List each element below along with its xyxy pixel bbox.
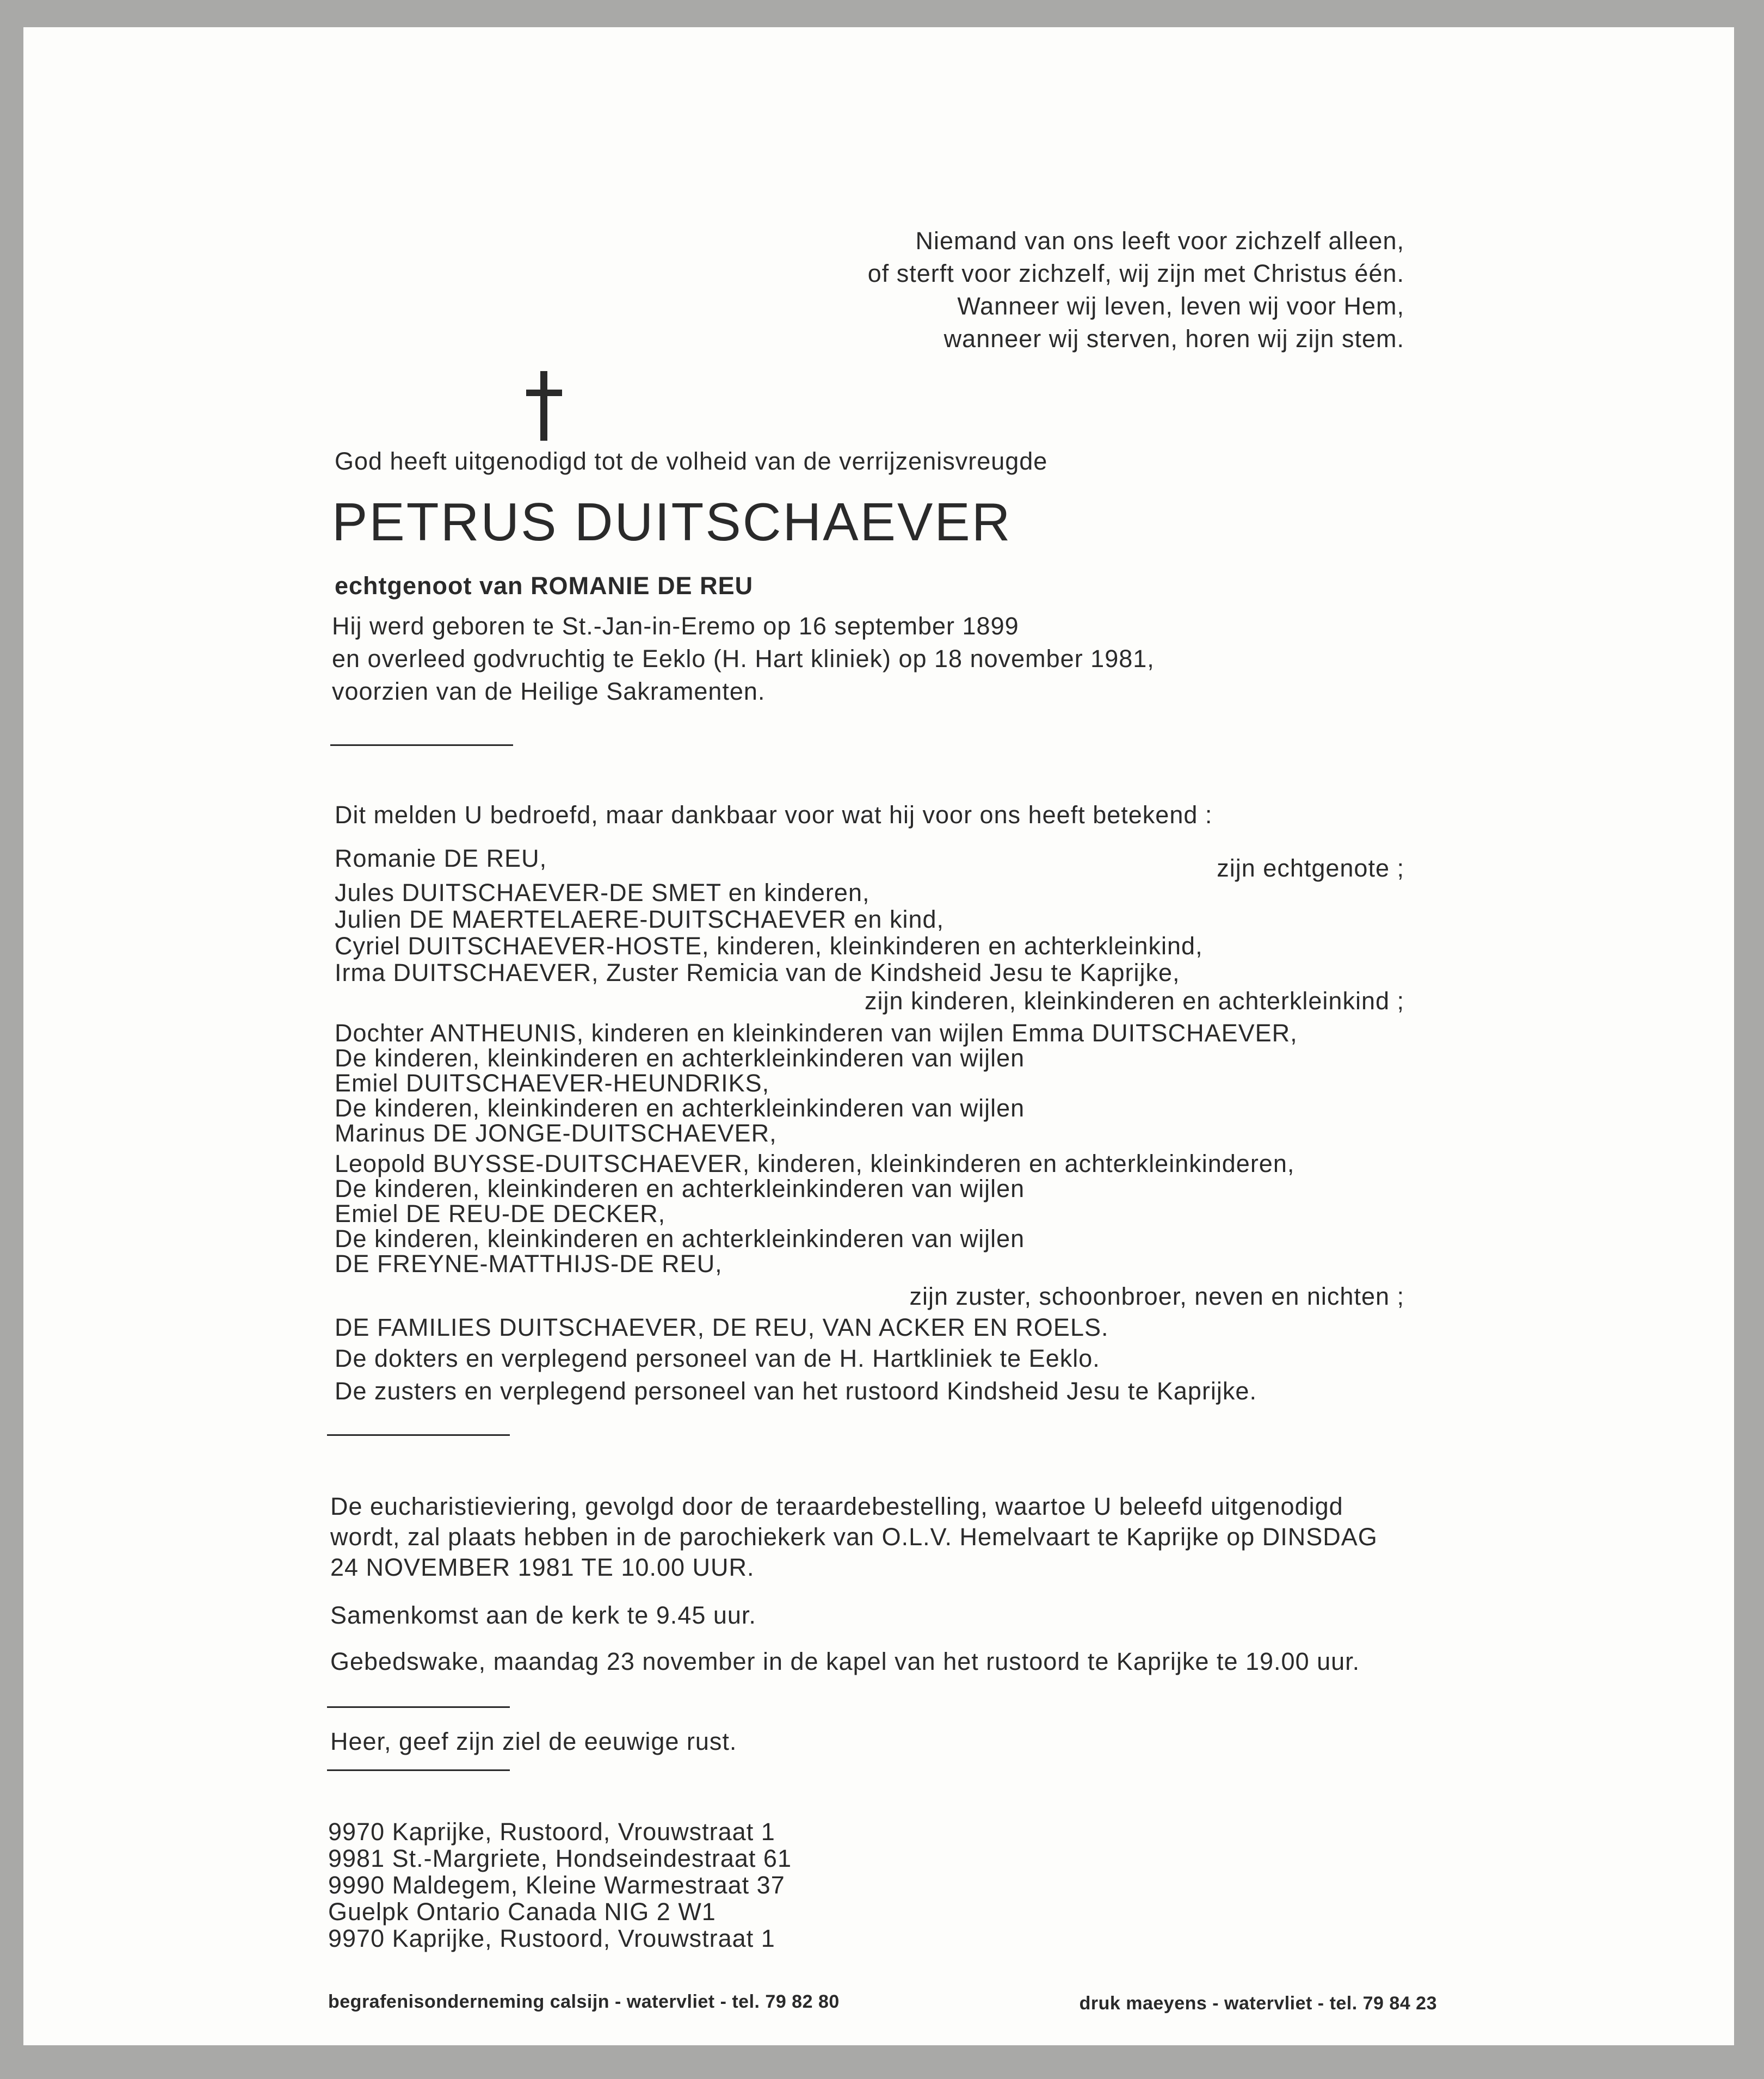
divider-3 bbox=[327, 1706, 510, 1708]
family-sibling-1: Dochter ANTHEUNIS, kinderen en kleinkinderen van wijlen Emma DUITSCHAEVER, bbox=[335, 1019, 1298, 1047]
family-spouse-relation: zijn echtgenote ; bbox=[1217, 854, 1404, 882]
announce-intro: Dit melden U bedroefd, maar dankbaar voor wat hij voor ons heeft betekend : bbox=[335, 801, 1213, 829]
family-sibling-6: Leopold BUYSSE-DUITSCHAEVER, kinderen, kleinkinderen en achterkleinkinderen, bbox=[335, 1150, 1295, 1177]
gathering-text: Samenkomst aan de kerk te 9.45 uur. bbox=[330, 1601, 756, 1629]
address-1: 9970 Kaprijke, Rustoord, Vrouwstraat 1 bbox=[328, 1818, 775, 1846]
family-other-1: DE FAMILIES DUITSCHAEVER, DE REU, VAN ACKER EN ROELS. bbox=[335, 1313, 1109, 1341]
family-sibling-3: Emiel DUITSCHAEVER-HEUNDRIKS, bbox=[335, 1069, 770, 1097]
verse-line-3: Wanneer wij leven, leven wij voor Hem, bbox=[957, 292, 1404, 320]
family-sibling-7: De kinderen, kleinkinderen en achterkleinkinderen van wijlen bbox=[335, 1175, 1025, 1202]
family-sibling-8: Emiel DE REU-DE DECKER, bbox=[335, 1200, 666, 1227]
spouse-name: ROMANIE DE REU bbox=[531, 572, 754, 600]
spouse-prefix: echtgenoot van bbox=[335, 572, 523, 600]
divider-4 bbox=[327, 1769, 510, 1771]
death-notice-card bbox=[23, 27, 1734, 2045]
divider-1 bbox=[330, 744, 513, 746]
verse-line-1: Niemand van ons leeft voor zichzelf alleen, bbox=[915, 227, 1404, 255]
address-4: Guelpk Ontario Canada NIG 2 W1 bbox=[328, 1898, 716, 1926]
vigil-text: Gebedswake, maandag 23 november in de kapel van het rustoord te Kaprijke te 19.00 uur. bbox=[330, 1648, 1360, 1675]
ceremony-line-2: wordt, zal plaats hebben in de parochiekerk van O.L.V. Hemelvaart te Kaprijke op DINSDAG bbox=[330, 1523, 1378, 1551]
family-children-relation: zijn kinderen, kleinkinderen en achterkleinkind ; bbox=[864, 987, 1404, 1015]
verse-line-2: of sterft voor zichzelf, wij zijn met Christus één. bbox=[867, 260, 1404, 287]
footer-undertaker: begrafenisonderneming calsijn - watervliet - tel. 79 82 80 bbox=[328, 1991, 840, 2012]
intro-text: God heeft uitgenodigd tot de volheid van de verrijzenisvreugde bbox=[335, 447, 1048, 475]
family-sibling-10: DE FREYNE-MATTHIJS-DE REU, bbox=[335, 1250, 723, 1278]
family-spouse-name: Romanie DE REU, bbox=[335, 844, 547, 872]
footer-printer: druk maeyens - watervliet - tel. 79 84 23 bbox=[1079, 1993, 1437, 2014]
bio-line-2: en overleed godvruchtig te Eeklo (H. Hart kliniek) op 18 november 1981, bbox=[332, 645, 1155, 673]
family-sibling-4: De kinderen, kleinkinderen en achterkleinkinderen van wijlen bbox=[335, 1094, 1025, 1122]
family-other-3: De zusters en verplegend personeel van het rustoord Kindsheid Jesu te Kaprijke. bbox=[335, 1377, 1257, 1405]
family-sibling-2: De kinderen, kleinkinderen en achterkleinkinderen van wijlen bbox=[335, 1044, 1025, 1072]
verse-line-4: wanneer wij sterven, horen wij zijn stem. bbox=[943, 325, 1404, 353]
family-child-1: Jules DUITSCHAEVER-DE SMET en kinderen, bbox=[335, 879, 870, 906]
deceased-name: PETRUS DUITSCHAEVER bbox=[332, 492, 1012, 552]
divider-2 bbox=[327, 1434, 510, 1436]
prayer-text: Heer, geef zijn ziel de eeuwige rust. bbox=[330, 1728, 737, 1755]
family-sibling-9: De kinderen, kleinkinderen en achterkleinkinderen van wijlen bbox=[335, 1225, 1025, 1253]
family-child-2: Julien DE MAERTELAERE-DUITSCHAEVER en kind, bbox=[335, 905, 945, 933]
address-5: 9970 Kaprijke, Rustoord, Vrouwstraat 1 bbox=[328, 1924, 775, 1952]
family-sibling-5: Marinus DE JONGE-DUITSCHAEVER, bbox=[335, 1119, 777, 1147]
family-child-4: Irma DUITSCHAEVER, Zuster Remicia van de Kindsheid Jesu te Kaprijke, bbox=[335, 959, 1180, 986]
address-3: 9990 Maldegem, Kleine Warmestraat 37 bbox=[328, 1871, 785, 1899]
bio-line-1: Hij werd geboren te St.-Jan-in-Eremo op 16 september 1899 bbox=[332, 612, 1019, 640]
ceremony-line-1: De eucharistieviering, gevolgd door de teraardebestelling, waartoe U beleefd uitgenodigd bbox=[330, 1492, 1343, 1520]
family-other-2: De dokters en verplegend personeel van de H. Hartkliniek te Eeklo. bbox=[335, 1344, 1100, 1372]
bio-line-3: voorzien van de Heilige Sakramenten. bbox=[332, 677, 766, 705]
family-child-3: Cyriel DUITSCHAEVER-HOSTE, kinderen, kleinkinderen en achterkleinkind, bbox=[335, 932, 1203, 960]
cross-icon bbox=[526, 371, 562, 441]
ceremony-line-3: 24 NOVEMBER 1981 TE 10.00 UUR. bbox=[330, 1553, 755, 1581]
family-siblings-relation: zijn zuster, schoonbroer, neven en nichten ; bbox=[909, 1282, 1404, 1310]
spouse-line bbox=[335, 573, 753, 598]
address-2: 9981 St.-Margriete, Hondseindestraat 61 bbox=[328, 1844, 792, 1872]
